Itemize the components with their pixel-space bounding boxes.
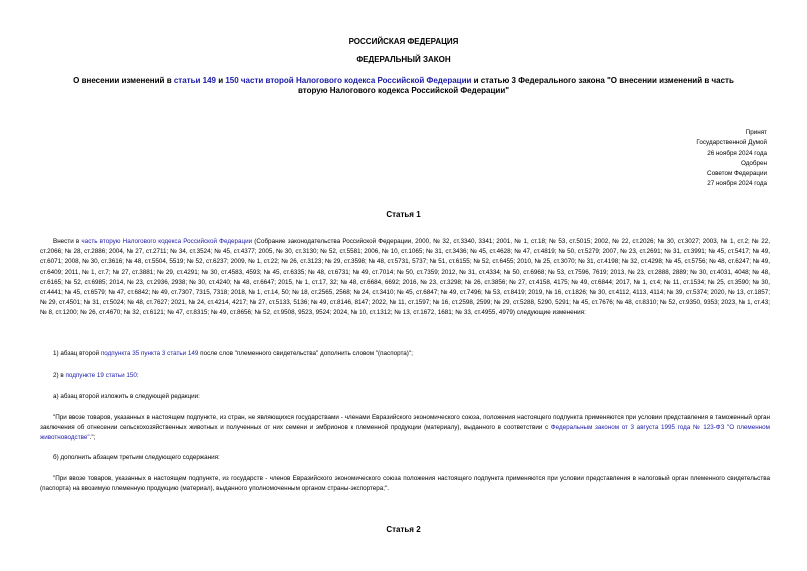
- country-heading: РОССИЙСКАЯ ФЕДЕРАЦИЯ: [348, 37, 459, 46]
- item-1-text-a: 1) абзац второй: [53, 350, 101, 357]
- quote-2: "При ввозе товаров, указанных в настоящем подпункте, из государств - членов Евразийского экономического союза положения настоящего подпункта применяются при условии представления в налоговый орган племенного свидетельства (паспорта) на ввозимую племенную продукцию (материал), выданного уполномоченным органом страны-экспортера;".: [40, 475, 770, 493]
- adoption-line: Одобрен: [740, 159, 767, 167]
- law-title: [60, 76, 747, 96]
- adoption-line: 26 ноября 2024 года: [707, 149, 767, 157]
- subitem-b: б) дополнить абзацем третьим следующего содержания:: [53, 454, 220, 461]
- title-link-article-150[interactable]: 150 части второй Налогового кодекса Российской Федерации: [225, 76, 472, 85]
- article-1-intro: [40, 237, 770, 319]
- title-text-3: и статью 3 Федерального закона "О внесении изменений в часть вторую Налогового кодекса Российской Федерации": [297, 76, 734, 95]
- title-link-article-149[interactable]: статьи 149: [173, 76, 216, 85]
- intro-text-a: Внести в: [53, 238, 82, 245]
- intro-link-tax-code[interactable]: часть вторую Налогового кодекса Российской Федерации: [81, 238, 253, 245]
- item-1-link[interactable]: подпункта 35 пункта 3 статьи 149: [100, 350, 199, 357]
- quote-1-text-b: .";: [89, 434, 96, 442]
- article-2-heading: Статья 2: [386, 525, 421, 534]
- subitem-a: а) абзац второй изложить в следующей редакции:: [53, 393, 200, 400]
- quote-1: [40, 413, 770, 444]
- adoption-line: Принят: [745, 129, 767, 136]
- adoption-line: Советом Федерации: [707, 170, 767, 178]
- item-1-text-b: после слов "племенного свидетельства" дополнить словом "(паспорта)";: [198, 350, 413, 357]
- adoption-block: [567, 128, 767, 190]
- item-2: [53, 371, 768, 381]
- title-text-2: и: [215, 76, 226, 85]
- item-2-link[interactable]: подпункте 19 статьи 150: [65, 372, 137, 379]
- quote-1-link-livestock-law[interactable]: Федеральным законом от 3 августа 1995 года № 123-ФЗ "О племенном животноводстве": [40, 424, 770, 442]
- adoption-line: Государственной Думой: [696, 139, 767, 147]
- item-2-text-a: 2) в: [53, 372, 66, 379]
- quote-1-text-a: "При ввозе товаров, указанных в настоящем подпункте, из стран, не являющихся государствами - членами Евразийского экономического союза, положения настоящего подпункта применяются при условии представления в таможенный орган заключения об отнесении сельскохозяйственных животных и полученных от них семени и эмбрионов к племенной продукции (материалу), выданного в соответствии с: [40, 414, 770, 432]
- item-2-text-b: :: [136, 372, 139, 379]
- adoption-line: 27 ноября 2024 года: [707, 180, 767, 188]
- article-1-heading: Статья 1: [386, 210, 421, 219]
- item-1: [53, 349, 768, 359]
- title-text-1: О внесении изменений в: [73, 76, 174, 85]
- law-type-heading: ФЕДЕРАЛЬНЫЙ ЗАКОН: [356, 55, 451, 64]
- intro-text-b: (Собрание законодательства Российской Федерации, 2000, № 32, ст.3340, 3341; 2001, № 1, ст.18; № 53, ст.5015; 2002, № 22, ст.2026; № 30, ст.3027; 2003, № 1, ст.2; № 22, ст.2066; № 28, ст.2886; 2004, № 27, ст.2711; № 34, ст.3524; № 45, ст.4377; 2005, № 30, ст.3130; № 52, ст.5581; 2006, № 10, ст.1065; № 31, ст.3436; № 45, ст.4628; № 47, ст.4819; № 50, ст.5279; 2007, № 23, ст.2691; № 31, ст.3991; № 45, ст.5417; № 49, ст.6071; 2008, № 30, ст.3616; № 48, ст.5504, 5519; № 52, ст.6237; 2009, № 1, ст.22; № 26, ст.3123; № 29, ст.3598; № 48, ст.5731, 5737; № 51, ст.6155; № 52, ст.6455; 2010, № 25, ст.3070; № 31, ст.4198; № 32, ст.4298; № 45, ст.5756; № 48, ст.6247; № 49, ст.6409; 2011, № 1, ст.7; № 27, ст.3881; № 29, ст.4291; № 30, ст.4583, 4593; № 45, ст.6335; № 48, ст.6731; № 49, ст.7014; № 50, ст.7359; 2012, № 31, ст.4334; № 50, ст.6968; № 53, ст.7596, 7619; 2013, № 23, ст.2888, 2889; № 30, ст.4031, 4048; № 48, ст.6165; № 52, ст.6985; 2014, № 23, ст.2936, 2938; № 30, ст.4240; № 48, ст.6647; 2015, № 1, ст.17, 32; № 48, ст.6684, 6692; 2016, № 23, ст.3298; № 26, ст.3856; № 27, ст.4158, 4175; № 49, ст.6844; 2017, № 1, ст.4; № 11, ст.1534; № 25, ст.3590; № 30, ст.4441; № 45, ст.6579; № 47, ст.6842; № 49, ст.7307, 7315, 7318; 2018, № 1, ст.14, 50; № 18, ст.2565, 2568; № 24, ст.3410; № 45, ст.6847; № 49, ст.7496; № 53, ст.8419; 2019, № 16, ст.1826; № 30, ст.4112, 4113, 4114; № 39, ст.5374; 2020, № 13, ст.1857; № 29, ст.4501; № 31, ст.5024; № 48, ст.7627; 2021, № 24, ст.4214, 4217; № 27, ст.5133, 5136; № 49, ст.8146, 8147; 2022, № 11, ст.1597; № 16, ст.2598, 2599; № 29, ст.5288, 5290, 5291; № 45, ст.7676; № 48, ст.8310; № 52, ст.9350, 9353; 2023, № 1, ст.43; № 8, ст.1200; № 26, ст.4670; № 32, ст.6121; № 47, ст.8315; № 49, ст.8656; № 52, ст.9508, 9523, 9524; 2024, № 10, ст.1312; № 13, ст.1672, 1681; № 33, ст.4955, 4979) следующие изменения:: [40, 238, 770, 317]
